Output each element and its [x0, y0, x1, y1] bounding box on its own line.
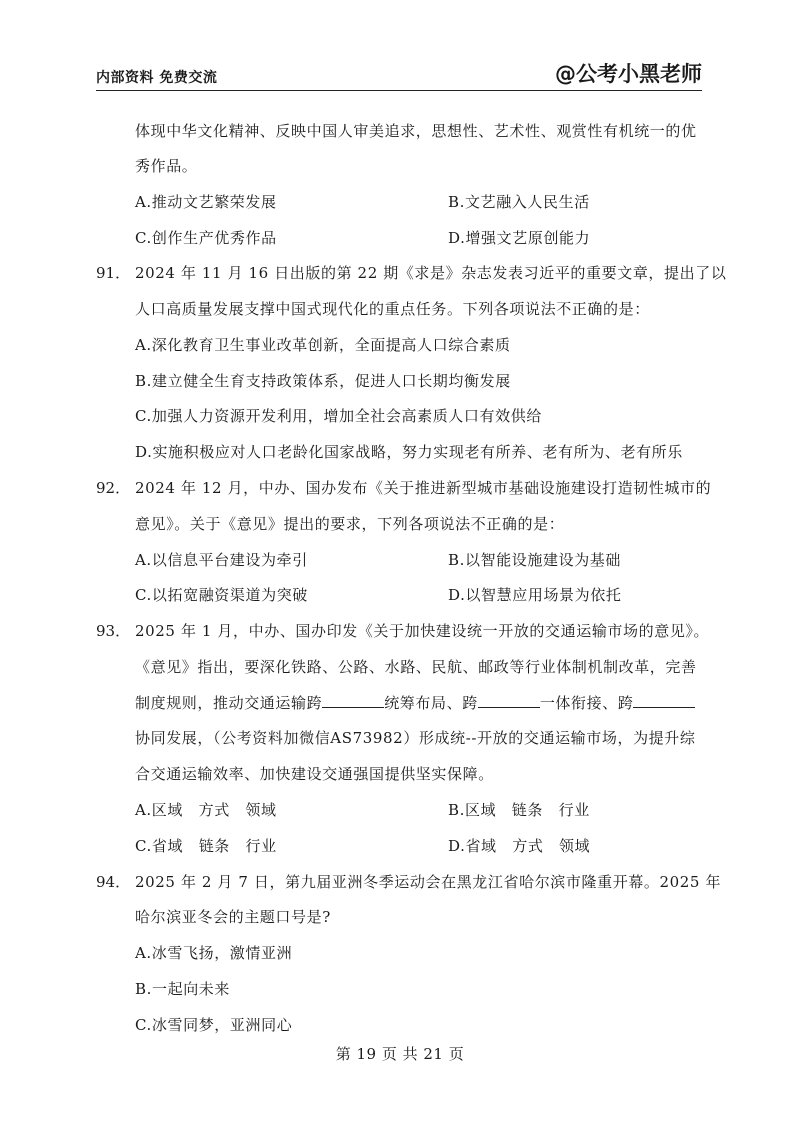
q93-line-1: 2025 年 1 月，中办、国办印发《关于加快建设统一开放的交通运输市场的意见》。: [135, 622, 710, 640]
intro-option-d: D.增强文艺原创能力: [448, 229, 591, 247]
q91-option-a: A.深化教育卫生事业改革创新，全面提高人口综合素质: [135, 336, 511, 354]
q91-line-1: 2024 年 11 月 16 日出版的第 22 期《求是》杂志发表习近平的重要文章，提出了以: [135, 264, 727, 282]
q92-option-c: C.以拓宽融资渠道为突破: [135, 586, 308, 604]
q93-line-3-part-c: 一体衔接、跨: [539, 694, 634, 712]
q94-option-c: C.冰雪同梦，亚洲同心: [135, 1016, 293, 1034]
q93-option-b: B.区域 链条 行业: [448, 801, 590, 819]
q91-option-d: D.实施积极应对人口老龄化国家战略，努力实现老有所养、老有所为、老有所乐: [135, 443, 683, 461]
intro-option-b: B.文艺融入人民生活: [448, 193, 590, 211]
intro-option-a: A.推动文艺繁荣发展: [135, 193, 277, 211]
q93-line-5: 合交通运输效率、加快建设交通强国提供坚实保障。: [135, 765, 494, 783]
q93-number: 93．: [96, 622, 131, 640]
intro-option-c: C.创作生产优秀作品: [135, 229, 277, 247]
q93-option-c: C.省域 链条 行业: [135, 837, 277, 855]
intro-line-1: 体现中华文化精神、反映中国人审美追求，思想性、艺术性、观赏性有机统一的优: [135, 122, 697, 140]
q92-option-b: B.以智能设施建设为基础: [448, 551, 621, 569]
q92-option-d: D.以智慧应用场景为依托: [448, 586, 622, 604]
q92-line-1: 2024 年 12 月，中办、国办发布《关于推进新型城市基础设施建设打造韧性城市的: [135, 479, 712, 497]
q94-line-2: 哈尔滨亚冬会的主题口号是?: [135, 908, 331, 926]
q93-line-3: [135, 693, 695, 713]
q91-option-b: B.建立健全生育支持政策体系，促进人口长期均衡发展: [135, 372, 511, 390]
q93-blank-2: [478, 693, 540, 708]
header-left-label: 内部资料 免费交流: [96, 70, 218, 86]
q94-number: 94．: [96, 873, 131, 891]
q92-option-a: A.以信息平台建设为牵引: [135, 551, 308, 569]
q93-line-4: 协同发展，（公考资料加微信AS73982）形成统--开放的交通运输市场，为提升综: [135, 729, 696, 747]
q91-number: 91．: [96, 264, 131, 282]
q94-option-b: B.一起向未来: [135, 980, 230, 998]
q92-number: 92．: [96, 479, 131, 497]
header-watermark-author: @公考小黑老师: [555, 62, 702, 86]
q93-option-a: A.区域 方式 领域: [135, 801, 277, 819]
q91-line-2: 人口高质量发展支撑中国式现代化的重点任务。下列各项说法不正确的是：: [135, 300, 650, 318]
q94-line-1: 2025 年 2 月 7 日，第九届亚洲冬季运动会在黑龙江省哈尔滨市隆重开幕。2025 年: [135, 873, 722, 891]
q94-option-a: A.冰雪飞扬，激情亚洲: [135, 944, 293, 962]
q93-line-2: 《意见》指出，要深化铁路、公路、水路、民航、邮政等行业体制机制改革，完善: [135, 658, 697, 676]
page-footer-page-number: 第 19 页 共 21 页: [335, 1045, 465, 1063]
q92-line-2: 意见》。关于《意见》提出的要求，下列各项说法不正确的是：: [135, 515, 565, 533]
q93-blank-3: [633, 693, 695, 708]
q93-line-3-part-a: 制度规则，推动交通运输跨: [135, 694, 323, 712]
q93-line-3-part-b: 统筹布局、跨: [384, 694, 478, 712]
intro-line-2: 秀作品。: [135, 157, 198, 175]
q93-blank-1: [322, 693, 384, 708]
q91-option-c: C.加强人力资源开发利用，增加全社会高素质人口有效供给: [135, 407, 542, 425]
q93-option-d: D.省域 方式 领域: [448, 837, 591, 855]
